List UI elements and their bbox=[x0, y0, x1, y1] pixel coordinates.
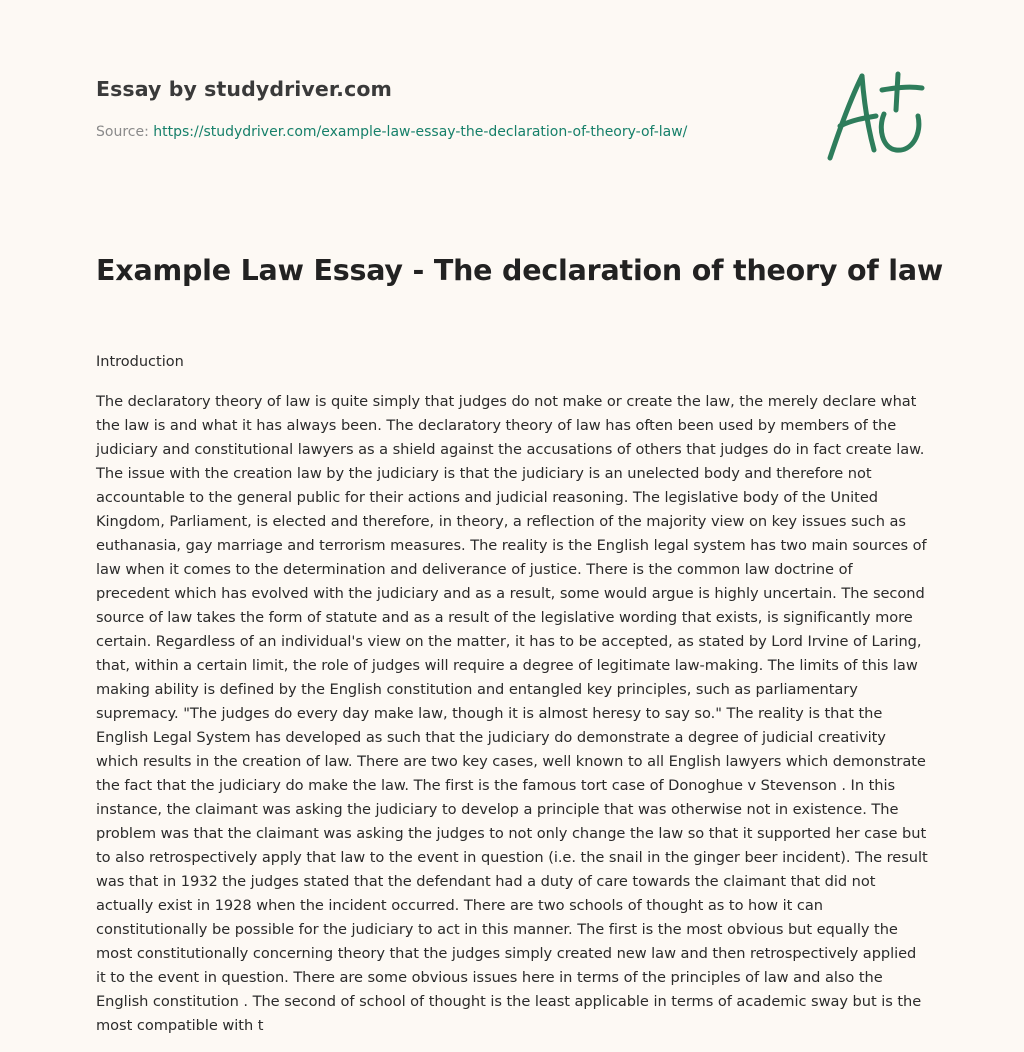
essay-body: The declaratory theory of law is quite simply that judges do not make or create the law, the merely declare what the law is and what it has always been. The declaratory theory of law has often been used by members of the judiciary and constitutional lawyers as a shield against the accusations of others that judges do in fact create law. The issue with the creation law by the judiciary is that the judiciary is an unelected body and therefore not accountable to the general public for their actions and judicial reasoning. The legislative body of the United Kingdom, Parliament, is elected and therefore, in theory, a reflection of the majority view on key issues such as euthanasia, gay marriage and terrorism measures. The reality is the English legal system has two main sources of law when it comes to the determination and deliverance of justice. There is the common law doctrine of precedent which has evolved with the judiciary and as a result, some would argue is highly uncertain. The second source of law takes the form of statute and as a result of the legislative wording that exists, is significantly more certain. Regardless of an individual's view on the matter, it has to be accepted, as stated by Lord Irvine of Laring, that, within a certain limit, the role of judges will require a degree of legitimate law-making. The limits of this law making ability is defined by the English constitution and entangled key principles, such as parliamentary supremacy. "The judges do every day make law, though it is almost heresy to say so." The reality is that the English Legal System has developed as such that the judiciary do demonstrate a degree of judicial creativity which results in the creation of law. There are two key cases, well known to all English lawyers which demonstrate the fact that the judiciary do make the law. The first is the famous tort case of Donoghue v Stevenson . In this instance, the claimant was asking the judiciary to develop a principle that was otherwise not in existence. The problem was that the claimant was asking the judges to not only change the law so that it supported her case but to also retrospectively apply that law to the event in question (i.e. the snail in the ginger beer incident). The result was that in 1932 the judges stated that the defendant had a duty of care towards the claimant that did not actually exist in 1928 when the incident occurred. There are two schools of thought as to how it can constitutionally be possible for the judiciary to act in this manner. The first is the most obvious but equally the most constitutionally concerning theory that the judges simply created new law and then retrospectively applied it to the event in question. There are some obvious issues here in terms of the principles of law and also the English constitution . The second of school of thought is the least applicable in terms of academic sway but is the most compatible with t bbox=[96, 393, 928, 1034]
site-brand: Essay by studydriver.com bbox=[96, 77, 392, 101]
page-title: Example Law Essay - The declaration of theory of law bbox=[96, 254, 944, 287]
source-link[interactable]: https://studydriver.com/example-law-essay-the-declaration-of-theory-of-law/ bbox=[153, 124, 688, 140]
source-label: Source: bbox=[96, 124, 149, 140]
a-plus-grade-icon bbox=[822, 66, 928, 166]
source-line bbox=[96, 124, 687, 140]
section-heading: Introduction bbox=[96, 354, 184, 370]
